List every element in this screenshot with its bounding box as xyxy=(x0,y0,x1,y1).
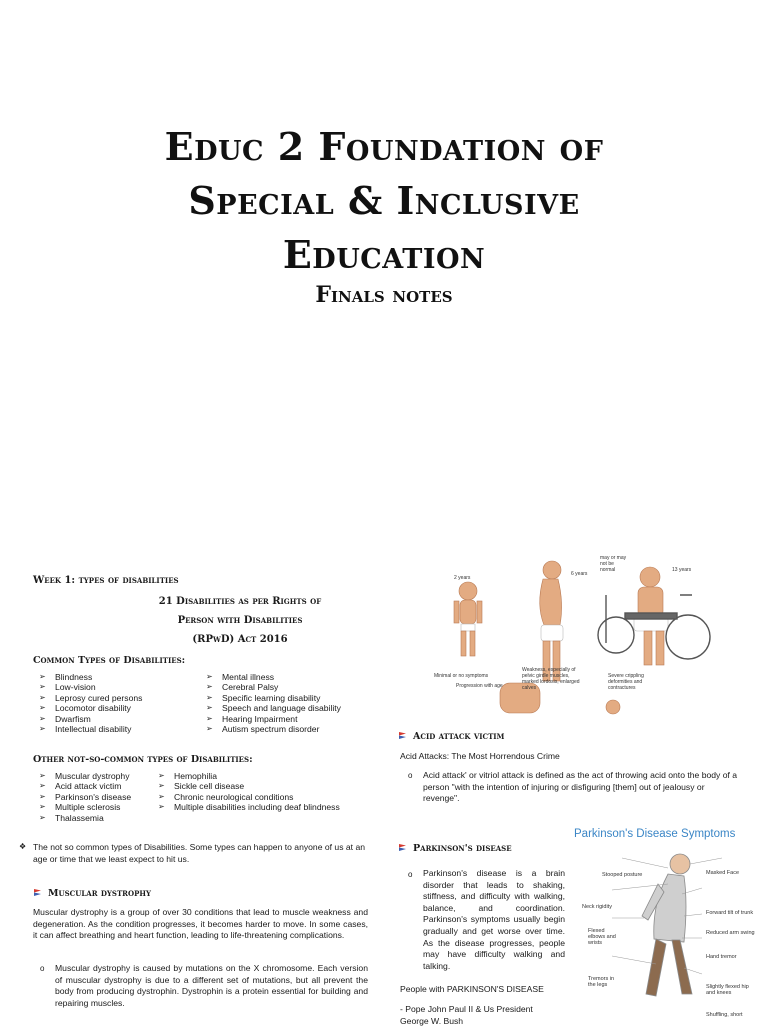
parkinsons-people-line-2: George W. Bush xyxy=(400,1016,464,1026)
title-line-2: Special & Inclusive xyxy=(188,178,580,223)
parkinsons-people-line-1: - Pope John Paul II & Us President xyxy=(400,1004,533,1014)
arrow-bullet-icon: ➢ xyxy=(206,692,213,702)
parkinsons-figure-title: Parkinson's Disease Symptoms xyxy=(574,828,736,840)
figure-label: Flexed elbows and wrists xyxy=(588,928,616,946)
circle-bullet-icon: o xyxy=(40,964,45,973)
common-types-list-2 xyxy=(200,672,390,734)
figure-label: Weakness, especially of pelvic girdle muscles, marked lordosis, enlarged calves xyxy=(522,667,580,691)
list-item xyxy=(200,672,390,682)
arrow-bullet-icon: ➢ xyxy=(206,724,213,734)
list-item-text: Multiple sclerosis xyxy=(55,802,121,813)
list-item-text: Blindness xyxy=(55,672,93,682)
parkinsons-symptoms-figure xyxy=(572,828,768,1024)
figure-label: Neck rigidity xyxy=(582,904,612,910)
arrow-bullet-icon: ➢ xyxy=(206,682,213,692)
list-item-text: Hearing Impairment xyxy=(222,713,298,724)
acid-attack-definition: Acid attack' or vitriol attack is defined as the act of throwing acid onto the body of a person "with the intention of injuring or disfiguring [them] out of jealousy or revenge". xyxy=(423,770,738,804)
figure-label: Severe crippling deformities and contractures xyxy=(608,673,644,691)
muscular-dystrophy-bullet: Muscular dystrophy is caused by mutations on the X chromosome. Each version of muscular dystrophy is due to a different set of mutations, but all prevent the body from producing dystrophin. Dystrophin is a protein essential for building and repairing muscles. xyxy=(55,963,368,1008)
arrow-bullet-icon: ➢ xyxy=(39,713,46,723)
flag-icon xyxy=(398,843,407,852)
muscular-dystrophy-illustration xyxy=(430,555,712,720)
parkinsons-heading-text: Parkinson's disease xyxy=(413,843,512,854)
list-item xyxy=(152,792,392,802)
figure-label: 2 years xyxy=(454,575,471,581)
acid-attack-heading-text: Acid attack victim xyxy=(413,731,505,742)
list-item xyxy=(33,714,218,724)
list-item xyxy=(33,724,218,734)
list-item-text: Muscular dystrophy xyxy=(55,771,130,781)
circle-bullet-icon: o xyxy=(408,870,413,879)
list-item-text: Mental illness xyxy=(222,672,275,682)
diamond-bullet-icon: ❖ xyxy=(19,842,27,851)
arrow-bullet-icon: ➢ xyxy=(39,802,46,812)
muscular-dystrophy-heading xyxy=(33,888,151,899)
arrow-bullet-icon: ➢ xyxy=(39,724,46,734)
common-types-heading: Common Types of Disabilities: xyxy=(33,655,186,666)
rpwd-heading-line-3: (RPwD) Act 2016 xyxy=(192,634,288,645)
list-item-text: Acid attack victim xyxy=(55,781,122,792)
list-item-text: Locomotor disability xyxy=(55,703,131,714)
week-heading: Week 1: types of disabilities xyxy=(33,575,179,586)
arrow-bullet-icon: ➢ xyxy=(206,672,213,681)
list-item xyxy=(33,682,218,692)
list-item-text: Hemophilia xyxy=(174,771,217,781)
muscular-dystrophy-figure xyxy=(430,555,712,720)
list-item xyxy=(200,682,390,692)
figure-label: Forward tilt of trunk xyxy=(706,910,754,916)
figure-label: Hand tremor xyxy=(706,954,737,960)
list-item xyxy=(200,714,390,724)
list-item xyxy=(152,781,392,791)
common-types-list-1 xyxy=(33,672,218,734)
arrow-bullet-icon: ➢ xyxy=(39,682,46,692)
list-item xyxy=(33,813,183,823)
arrow-bullet-icon: ➢ xyxy=(39,703,46,713)
list-item xyxy=(33,672,218,682)
figure-label: Slightly flexed hip and knees xyxy=(706,984,749,996)
arrow-bullet-icon: ➢ xyxy=(39,812,46,822)
list-item xyxy=(33,703,218,713)
figure-label: Stooped posture xyxy=(602,872,643,878)
muscular-dystrophy-paragraph: Muscular dystrophy is a group of over 30 conditions that lead to muscle weakness and degeneration. As the condition progresses, it becomes harder to move. In some cases, it can affect breathing and heart function, leading to life-threatening complications. xyxy=(33,907,368,941)
arrow-bullet-icon: ➢ xyxy=(39,791,46,801)
list-item-text: Low-vision xyxy=(55,682,96,693)
list-item-text: Specific learning disability xyxy=(222,692,321,703)
list-item-text: Autism spectrum disorder xyxy=(222,724,320,735)
list-item-text: Leprosy cured persons xyxy=(55,692,143,703)
document-subtitle: Finals notes xyxy=(315,282,453,308)
figure-label: Progression with age xyxy=(456,683,503,689)
muscular-dystrophy-heading-text: Muscular dystrophy xyxy=(48,888,151,899)
list-item-text: Dwarfism xyxy=(55,713,91,724)
list-item-text: Intellectual disability xyxy=(55,724,132,735)
figure-label: 6 years xyxy=(571,571,588,577)
figure-label: may or may not be normal xyxy=(600,555,627,573)
figure-label: Reduced arm swing xyxy=(706,930,755,936)
figure-label: 13 years xyxy=(672,567,692,573)
parkinsons-people-label: People with PARKINSON'S DISEASE xyxy=(400,984,544,994)
arrow-bullet-icon: ➢ xyxy=(206,703,213,713)
list-item-text: Chronic neurological conditions xyxy=(174,791,294,802)
arrow-bullet-icon: ➢ xyxy=(39,771,46,780)
flag-icon xyxy=(33,888,42,897)
arrow-bullet-icon: ➢ xyxy=(39,692,46,702)
list-item xyxy=(152,802,392,812)
document-title xyxy=(60,120,708,282)
list-item xyxy=(200,724,390,734)
list-item xyxy=(200,703,390,713)
list-item-text: Thalassemia xyxy=(55,812,104,823)
title-line-3: Education xyxy=(282,232,486,277)
list-item-text: Cerebral Palsy xyxy=(222,682,279,693)
parkinsons-description: Parkinson's disease is a brain disorder that leads to shaking, stiffness, and difficulty with walking, balance, and coordination. Parkinson's symptoms usually begin gradually and get worse over time. As the disease progresses, people may have difficulty walking and talking. xyxy=(423,868,565,971)
arrow-bullet-icon: ➢ xyxy=(206,713,213,723)
circle-bullet-icon: o xyxy=(408,771,413,780)
flag-icon xyxy=(398,731,407,740)
figure-label: Minimal or no symptoms xyxy=(434,673,489,679)
rpwd-heading-line-2: Person with Disabilities xyxy=(177,615,303,626)
arrow-bullet-icon: ➢ xyxy=(158,791,165,801)
list-item xyxy=(152,771,392,781)
figure-label: Masked Face xyxy=(706,870,740,876)
arrow-bullet-icon: ➢ xyxy=(39,781,46,791)
list-item-text: Speech and language disability xyxy=(222,703,341,714)
arrow-bullet-icon: ➢ xyxy=(39,672,46,681)
list-item xyxy=(33,693,218,703)
arrow-bullet-icon: ➢ xyxy=(158,771,165,780)
arrow-bullet-icon: ➢ xyxy=(158,781,165,791)
figure-label: Tremors in the legs xyxy=(588,976,615,988)
list-item-text: Multiple disabilities including deaf blindness xyxy=(174,802,340,813)
parkinsons-heading xyxy=(398,843,512,854)
list-item-text: Sickle cell disease xyxy=(174,781,245,792)
list-item-text: Parkinson's disease xyxy=(55,791,132,802)
list-item xyxy=(200,693,390,703)
other-types-list-2 xyxy=(152,771,392,813)
arrow-bullet-icon: ➢ xyxy=(158,802,165,812)
figure-label: Shuffling, short xyxy=(706,1012,743,1018)
acid-attack-subheading: Acid Attacks: The Most Horrendous Crime xyxy=(400,751,560,761)
note-text: The not so common types of Disabilities. Some types can happen to anyone of us at an age or time that we least expect to hit us. xyxy=(33,842,366,864)
title-line-1: Educ 2 Foundation of xyxy=(164,124,604,169)
acid-attack-heading xyxy=(398,731,504,742)
other-types-heading: Other not-so-common types of Disabilities: xyxy=(33,754,253,765)
rpwd-heading-line-1: 21 Disabilities as per Rights of xyxy=(158,596,322,607)
